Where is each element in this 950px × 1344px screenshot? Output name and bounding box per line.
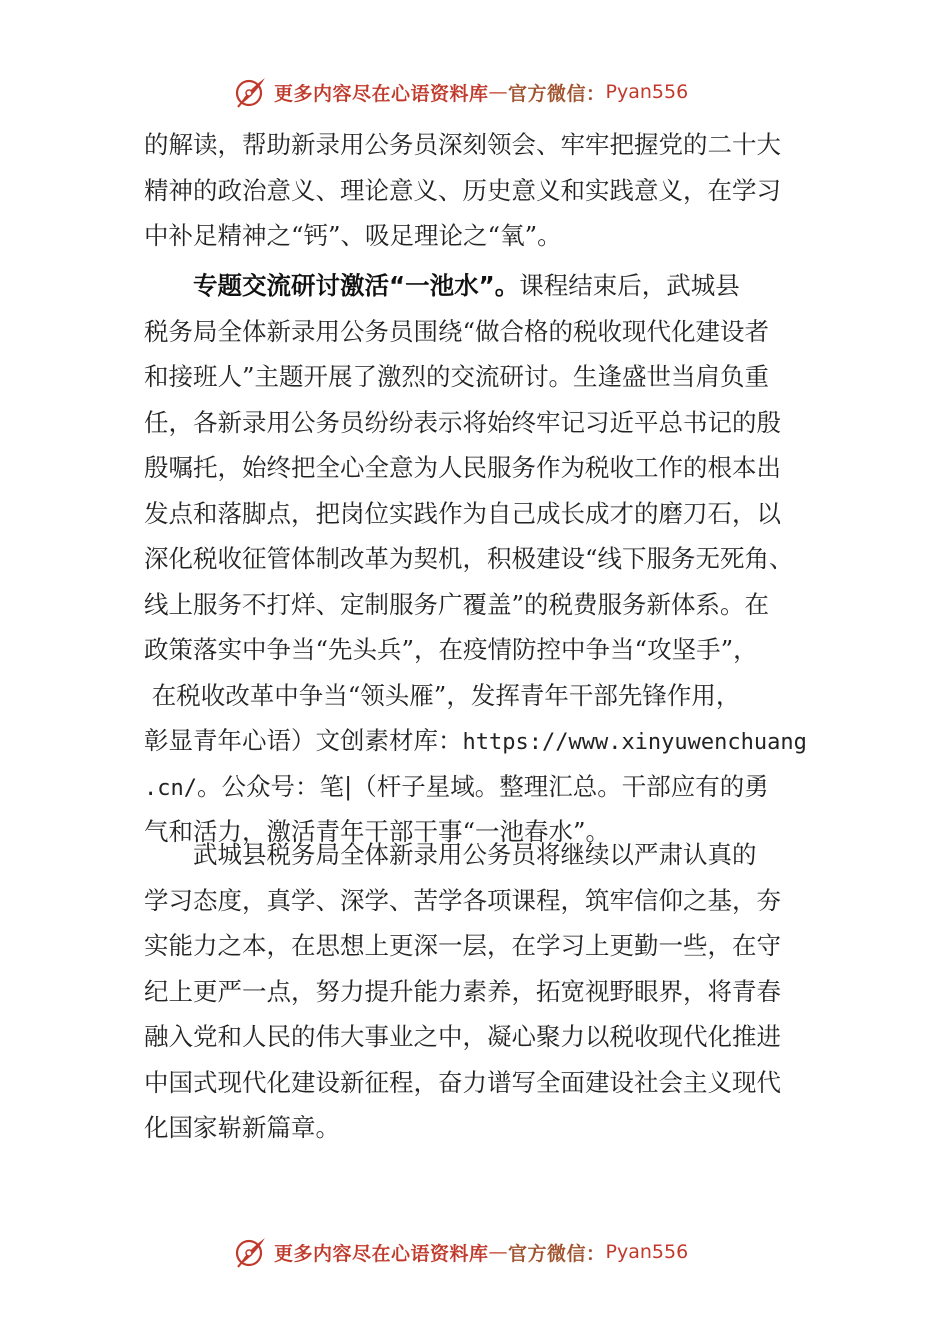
paragraph-line: 在税收改革中争当“领头雁”，发挥青年干部先锋作用， — [144, 680, 741, 710]
paragraph-line: 学习态度，真学、深学、苦学各项课程，筑牢信仰之基，夯 — [144, 885, 781, 915]
paragraph-line: 深化税收征管体制改革为契机，积极建设“线下服务无死角、 — [144, 544, 794, 573]
paragraph-line: 政策落实中争当“先头兵”，在疫情防控中争当“攻坚手”， — [144, 635, 758, 664]
url-text: https://www.xinyuwenchuang — [462, 730, 807, 755]
paragraph-1 — [144, 122, 812, 259]
banner-dash: — — [488, 1241, 509, 1263]
paragraph-line: 武城县税务局全体新录用公务员将继续以严肃认真的 — [193, 840, 757, 869]
banner-wechat-id: Pyan556 — [605, 1241, 689, 1263]
quill-circle-logo-icon — [232, 74, 268, 110]
banner-dash: — — [488, 81, 509, 103]
banner-wechat-id: Pyan556 — [605, 81, 689, 103]
paragraph-line: 中国式现代化建设新征程，奋力谱写全面建设社会主义现代 — [144, 1067, 781, 1097]
paragraph-line: 实能力之本，在思想上更深一层，在学习上更勤一些，在守 — [144, 931, 781, 960]
banner-main-text: 更多内容尽在心语资料库 — [274, 82, 489, 105]
paragraph-line: 和接班人”主题开展了激烈的交流研讨。生逢盛世当肩负重 — [144, 362, 770, 391]
paragraph-line: 税务局全体新录用公务员围绕“做合格的税收现代化建设者 — [144, 316, 770, 346]
banner-content — [232, 1232, 688, 1272]
paragraph-2 — [144, 263, 812, 855]
paragraph-line: 气和活力，激活青年干部干事“一池春水”。 — [144, 817, 611, 846]
paragraph-line: 发点和落脚点，把岗位实践作为自己成长成才的磨刀石，以 — [144, 498, 781, 528]
paragraph-line: 化国家崭新篇章。 — [144, 1113, 340, 1142]
paragraph-line — [144, 718, 812, 764]
heading-continuation: 课程结束后，武城县 — [519, 271, 740, 300]
paragraph-line: 任，各新录用公务员纷纷表示将始终牢记习近平总书记的殷 — [144, 407, 781, 437]
paragraph-line: 融入党和人民的伟大事业之中，凝心聚力以税收现代化推进 — [144, 1022, 781, 1051]
paragraph-line: 的解读，帮助新录用公务员深刻领会、牢牢把握党的二十大 — [144, 130, 781, 159]
paragraph-line: 精神的政治意义、理论意义、历史意义和实践意义，在学习 — [144, 175, 781, 205]
banner-content — [232, 72, 688, 112]
section-heading: 专题交流研讨激活“一池水”。 — [193, 271, 520, 300]
url-suffix: 。公众号：笔|（杆子星域。整理汇总。干部应有的勇 — [196, 771, 769, 801]
paragraph-line: 纪上更严一点，努力提升能力素养，拓宽视野眼界，将青春 — [144, 976, 781, 1006]
banner-wechat-label: 官方微信： — [508, 82, 606, 105]
header-banner — [0, 72, 950, 112]
paragraph-line: 殷嘱托，始终把全心全意为人民服务作为税收工作的根本出 — [144, 453, 781, 482]
quill-circle-logo-icon — [232, 1234, 268, 1270]
banner-main-text: 更多内容尽在心语资料库 — [274, 1242, 489, 1265]
banner-wechat-label: 官方微信： — [508, 1242, 606, 1265]
footer-banner — [0, 1232, 950, 1272]
url-text-continued: .cn/ — [144, 775, 197, 801]
paragraph-line: 中补足精神之“钙”、吸足理论之“氧”。 — [144, 221, 562, 250]
paragraph-line — [144, 263, 812, 309]
url-prefix: 彰显青年心语）文创素材库： — [144, 726, 463, 755]
paragraph-line — [144, 764, 812, 810]
paragraph-line: 线上服务不打烊、定制服务广覆盖”的税费服务新体系。在 — [144, 589, 770, 619]
paragraph-3 — [144, 832, 812, 1151]
